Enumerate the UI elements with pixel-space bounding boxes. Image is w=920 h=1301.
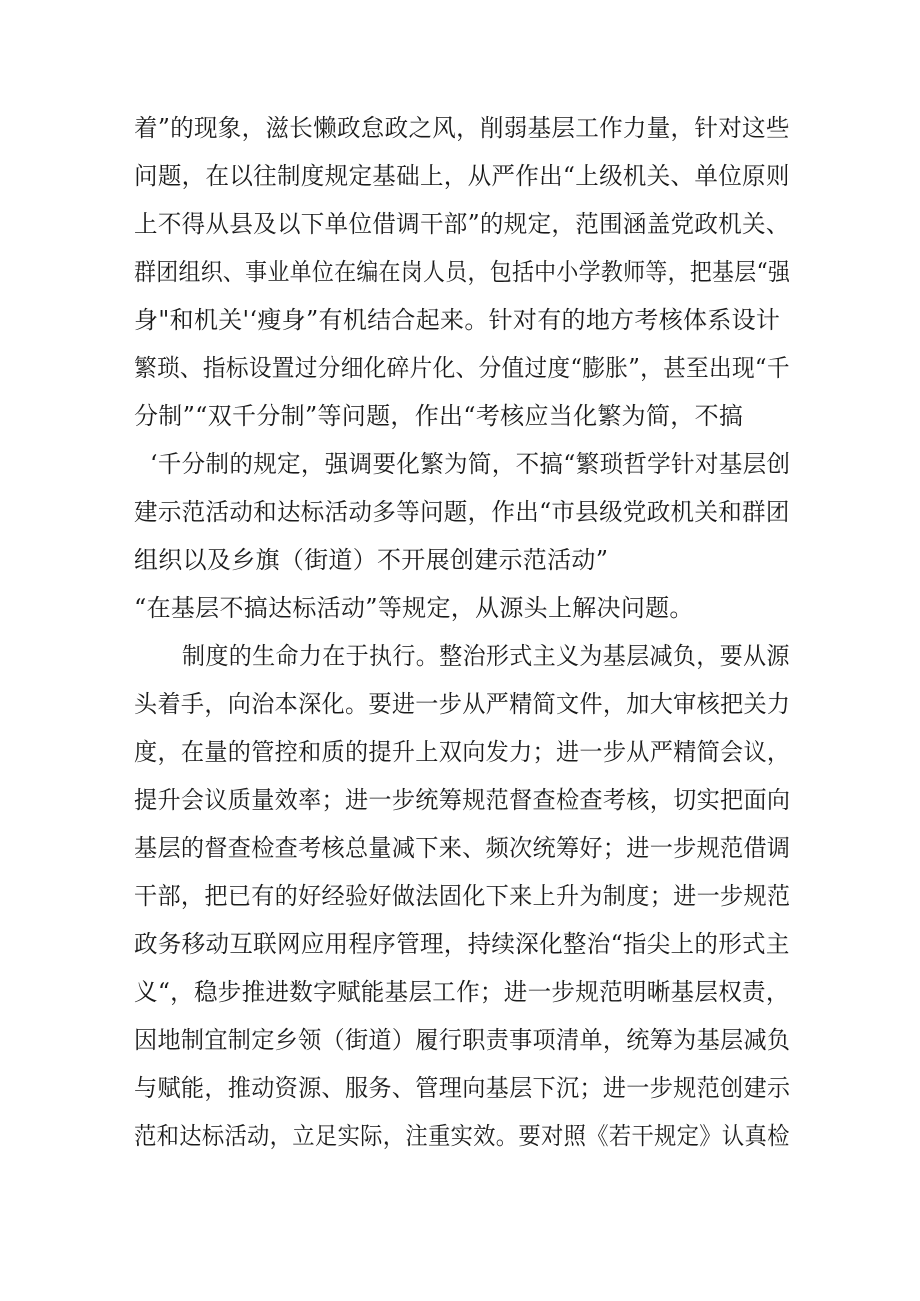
text-line: 范和达标活动，立足实际，注重实效。要对照《若干规定》认真检 — [134, 1122, 790, 1150]
text-line: 提升会议质量效率；进一步统筹规范督查检查考核，切实把面向 — [134, 786, 791, 814]
text-line: 上不得从县及以下单位借调干部”的规定，范围涵盖党政机关、 — [134, 210, 790, 238]
text-line: 群团组织、事业单位在编在岗人员，包括中小学教师等，把基层“强 — [134, 258, 791, 286]
text-line: ‘千分制的规定，强调要化繁为简，不搞“繁琐哲学针对基层创 — [150, 450, 791, 478]
text-line: 与赋能，推动资源、服务、管理向基层下沉；进一步规范创建示 — [134, 1074, 791, 1102]
text-line: 因地制宜制定乡领（街道）履行职责事项清单，统筹为基层减负 — [134, 1026, 791, 1054]
text-line: 问题，在以往制度规定基础上，从严作出“上级机关、单位原则 — [134, 162, 790, 190]
text-line: 身"和机关'‘瘦身”有机结合起来。针对有的地方考核体系设计 — [134, 306, 781, 334]
text-line: 繁琐、指标设置过分细化碎片化、分值过度“膨胀”，甚至出现“千 — [134, 354, 790, 382]
text-line: “在基层不搞达标活动”等规定，从源头上解决问题。 — [134, 594, 694, 622]
text-line: 着”的现象，滋长懒政怠政之风，削弱基层工作力量，针对这些 — [134, 114, 790, 142]
text-line: 政务移动互联网应用程序管理，持续深化整治“指尖上的形式主 — [134, 930, 790, 958]
text-line: 组织以及乡旗（街道）不开展创建示范活动” — [134, 546, 609, 574]
text-line: 建示范活动和达标活动多等问题，作出“市县级党政机关和群团 — [134, 498, 790, 526]
text-line: 头着手，向治本深化。要进一步从严精简文件，加大审核把关力 — [134, 690, 791, 718]
text-line: 基层的督查检查考核总量减下来、频次统筹好；进一步规范借调 — [134, 834, 791, 862]
text-line: 分制”“双千分制”等问题，作出“考核应当化繁为简，不搞 — [134, 402, 744, 430]
text-line: 干部，把已有的好经验好做法固化下来上升为制度；进一步规范 — [134, 882, 791, 910]
text-line: 制度的生命力在于执行。整治形式主义为基层减负，要从源 — [182, 642, 790, 670]
text-line: 度，在量的管控和质的提升上双向发力；进一步从严精简会议， — [134, 738, 791, 766]
text-line: 义“，稳步推进数字赋能基层工作；进一步规范明晰基层权责， — [134, 978, 790, 1006]
